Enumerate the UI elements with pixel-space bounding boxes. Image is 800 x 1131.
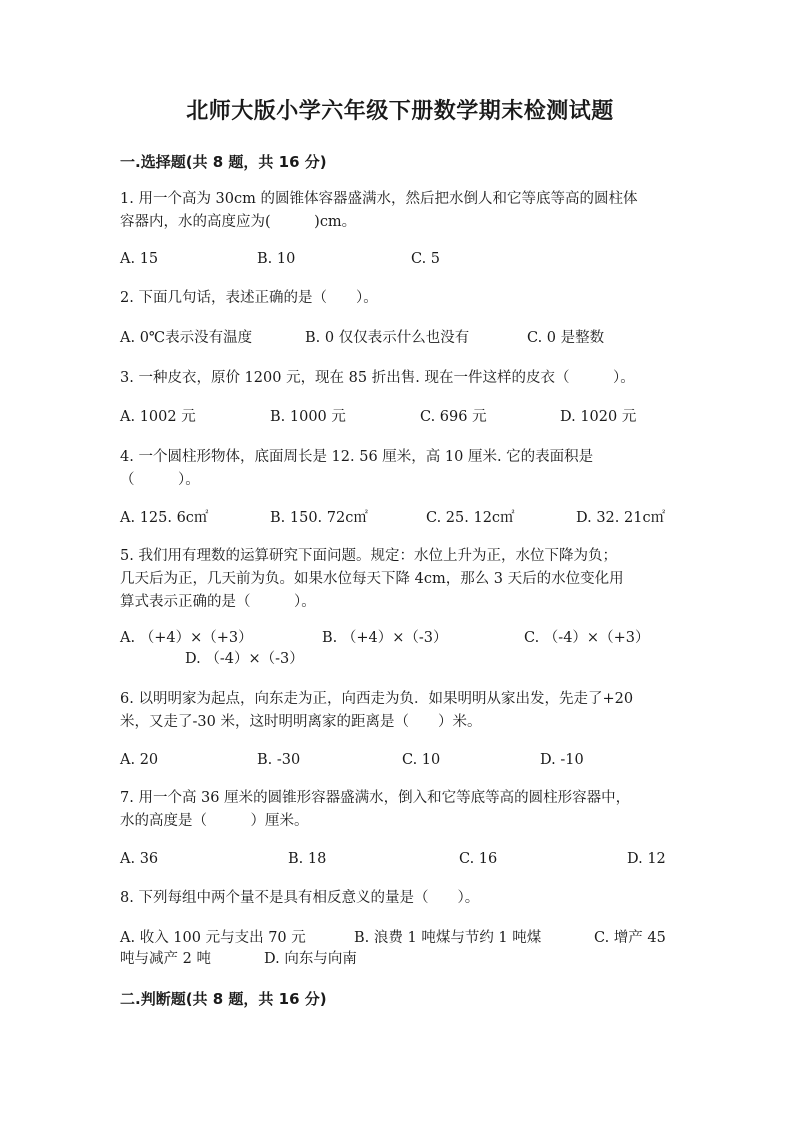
section-heading-judgement: 二.判断题(共 8 题，共 16 分) bbox=[120, 990, 327, 1008]
question-3-options bbox=[120, 406, 680, 429]
question-line: 7. 用一个高 36 厘米的圆锥形容器盛满水，倒入和它等底等高的圆柱形容器中， bbox=[120, 790, 631, 806]
option-d[interactable]: D. 1020 元 bbox=[560, 409, 637, 425]
question-7 bbox=[120, 787, 680, 833]
question-5-options-row1 bbox=[120, 627, 680, 650]
question-line: 米，又走了-30 米，这时明明离家的距离是（ ）米。 bbox=[120, 714, 482, 730]
option-c[interactable]: C. 增产 45 bbox=[594, 930, 666, 946]
option-a[interactable]: A. 0℃表示没有温度 bbox=[120, 330, 253, 346]
question-5-options-row2 bbox=[120, 648, 680, 671]
question-line: 1. 用一个高为 30cm 的圆锥体容器盛满水，然后把水倒人和它等底等高的圆柱体 bbox=[120, 191, 638, 207]
option-c[interactable]: C. 0 是整数 bbox=[527, 330, 605, 346]
question-4 bbox=[120, 446, 680, 492]
option-b[interactable]: B. 18 bbox=[288, 851, 327, 867]
option-a[interactable]: A. 15 bbox=[120, 251, 159, 267]
question-line: 水的高度是（ ）厘米。 bbox=[120, 813, 309, 829]
option-c[interactable]: C. （-4）×（+3） bbox=[524, 630, 650, 646]
option-d[interactable]: D. 向东与向南 bbox=[264, 951, 357, 967]
option-b[interactable]: B. 1000 元 bbox=[270, 409, 346, 425]
question-line: 8. 下列每组中两个量不是具有相反意义的量是（ ）。 bbox=[120, 890, 480, 906]
question-3 bbox=[120, 367, 680, 390]
option-a[interactable]: A. 收入 100 元与支出 70 元 bbox=[120, 930, 306, 946]
question-line: 2. 下面几句话，表述正确的是（ ）。 bbox=[120, 290, 378, 306]
option-a[interactable]: A. 1002 元 bbox=[120, 409, 196, 425]
option-a[interactable]: A. 36 bbox=[120, 851, 159, 867]
option-c[interactable]: C. 5 bbox=[411, 251, 441, 267]
question-line: 3. 一种皮衣，原价 1200 元，现在 85 折出售. 现在一件这样的皮衣（ ）。 bbox=[120, 370, 635, 386]
question-line: 6. 以明明家为起点，向东走为正，向西走为负．如果明明从家出发，先走了+20 bbox=[120, 691, 634, 707]
question-6 bbox=[120, 688, 680, 734]
question-line: 容器内，水的高度应为( )cm。 bbox=[120, 214, 357, 230]
question-1 bbox=[120, 188, 680, 234]
question-line: 几天后为正，几天前为负。如果水位每天下降 4cm，那么 3 天后的水位变化用 bbox=[120, 571, 624, 587]
question-8-options-row1 bbox=[120, 927, 680, 950]
option-a[interactable]: A. 20 bbox=[120, 752, 159, 768]
option-b[interactable]: B. 浪费 1 吨煤与节约 1 吨煤 bbox=[354, 930, 542, 946]
question-line: 4. 一个圆柱形物体，底面周长是 12. 56 厘米，高 10 厘米. 它的表面积是 bbox=[120, 449, 594, 465]
option-a[interactable]: A. 125. 6c㎡ bbox=[120, 510, 209, 526]
option-c[interactable]: C. 10 bbox=[402, 752, 441, 768]
question-line: 5. 我们用有理数的运算研究下面问题。规定：水位上升为正，水位下降为负； bbox=[120, 548, 617, 564]
page-title: 北师大版小学六年级下册数学期末检测试题 bbox=[186, 99, 614, 124]
option-c-continued: 吨与减产 2 吨 bbox=[120, 951, 211, 967]
option-c[interactable]: C. 16 bbox=[459, 851, 498, 867]
question-2-options bbox=[120, 327, 680, 350]
question-1-options bbox=[120, 248, 680, 271]
option-b[interactable]: B. （+4）×（-3） bbox=[322, 630, 448, 646]
option-d[interactable]: D. （-4）×（-3） bbox=[185, 651, 304, 667]
option-b[interactable]: B. -30 bbox=[257, 752, 301, 768]
option-d[interactable]: D. 12 bbox=[627, 851, 666, 867]
option-b[interactable]: B. 10 bbox=[257, 251, 296, 267]
question-5 bbox=[120, 545, 680, 614]
option-a[interactable]: A. （+4）×（+3） bbox=[120, 630, 253, 646]
option-b[interactable]: B. 0 仅仅表示什么也没有 bbox=[305, 330, 470, 346]
section-heading-choice: 一.选择题(共 8 题，共 16 分) bbox=[120, 153, 327, 171]
option-c[interactable]: C. 696 元 bbox=[420, 409, 487, 425]
question-line: 算式表示正确的是（ ）。 bbox=[120, 594, 316, 610]
question-7-options bbox=[120, 848, 680, 871]
option-c[interactable]: C. 25. 12c㎡ bbox=[426, 510, 515, 526]
question-2 bbox=[120, 287, 680, 310]
question-6-options bbox=[120, 749, 680, 772]
option-d[interactable]: D. 32. 21c㎡ bbox=[576, 510, 666, 526]
question-8-options-row2 bbox=[120, 948, 680, 971]
question-8 bbox=[120, 887, 680, 910]
option-b[interactable]: B. 150. 72c㎡ bbox=[270, 510, 368, 526]
option-d[interactable]: D. -10 bbox=[540, 752, 584, 768]
question-4-options bbox=[120, 507, 680, 530]
question-line: （ ）。 bbox=[120, 472, 200, 488]
